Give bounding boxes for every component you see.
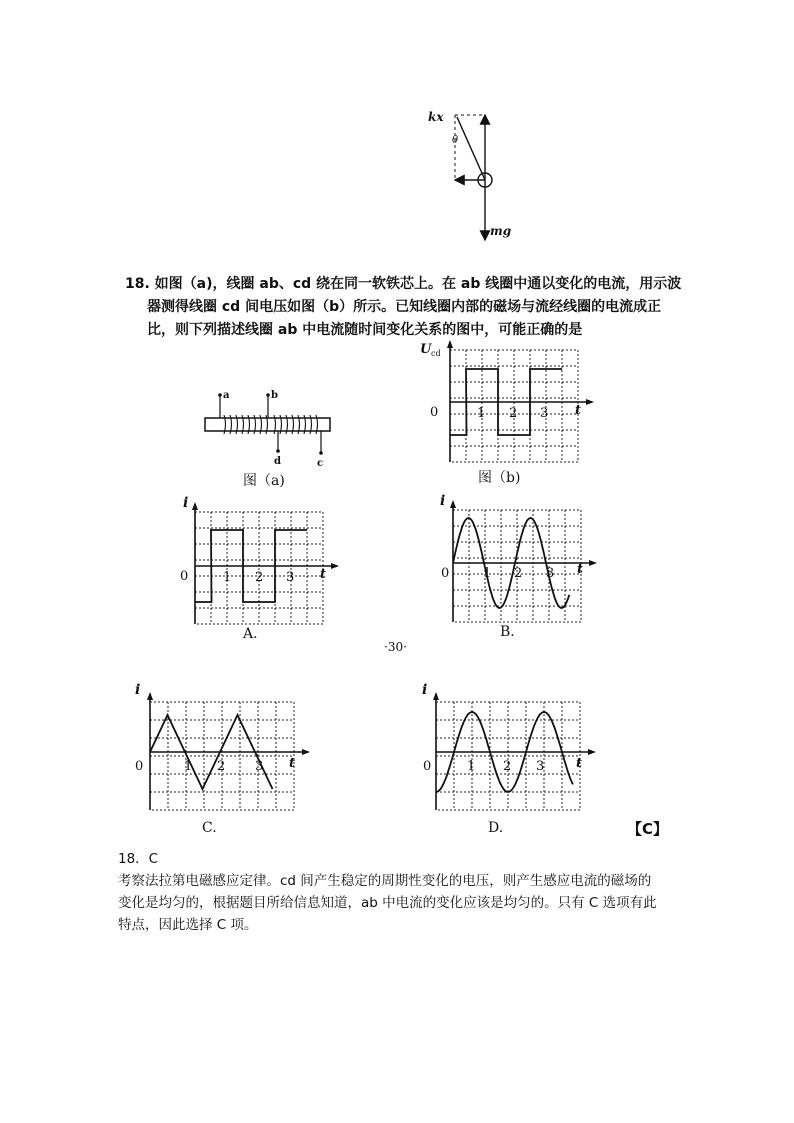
tick-3: 3 — [546, 566, 555, 581]
tick-1: 1 — [477, 406, 486, 421]
ylabel-i: i — [422, 682, 428, 698]
terminal-a: a — [223, 390, 230, 401]
figure-b-graph — [420, 335, 590, 465]
xlabel-t: t — [577, 562, 584, 577]
question-line: 比，则下列描述线圈 ab 中电流随时间变化关系的图中，可能正确的是 — [147, 322, 583, 338]
terminal-d: d — [274, 456, 281, 467]
origin-label: 0 — [180, 569, 189, 584]
question-line: 器测得线圈 cd 间电压如图（b）所示。已知线圈内部的磁场与流经线圈的电流成正 — [147, 299, 662, 315]
option-c-graph — [125, 672, 305, 822]
x-axis-arrow — [302, 749, 310, 755]
tick-3: 3 — [286, 570, 295, 585]
ylabel-i: i — [440, 493, 446, 509]
xlabel-t: t — [320, 567, 327, 582]
x-axis-arrow — [589, 560, 597, 566]
tick-1: 1 — [467, 759, 476, 774]
tick-3: 3 — [536, 759, 545, 774]
y-axis-arrow — [447, 340, 453, 348]
tick-1: 1 — [483, 566, 492, 581]
tick-2: 2 — [514, 566, 523, 581]
figure-b-caption: 图（b) — [478, 470, 521, 486]
origin-label: 0 — [430, 405, 439, 420]
x-axis-arrow — [586, 399, 594, 405]
ylabel-i: i — [135, 682, 141, 698]
y-axis-arrow — [192, 502, 198, 510]
question-line: 18. 如图（a)，线圈 ab、cd 绕在同一软铁芯上。在 ab 线圈中通以变化的电流，用示波 — [125, 276, 682, 292]
force-label-mg: mg — [490, 224, 512, 238]
answer-line: 特点，因此选择 C 项。 — [118, 917, 258, 933]
option-c-caption: C. — [202, 820, 217, 836]
terminal-c: c — [317, 458, 324, 469]
answer-heading: 18．C — [118, 851, 159, 867]
y-axis-arrow — [147, 692, 153, 700]
answer-explanation — [118, 848, 688, 936]
option-b-graph — [425, 490, 595, 630]
ylabel-u: U — [420, 342, 432, 357]
answer-line: 考察法拉第电磁感应定律。cd 间产生稳定的周期性变化的电压，则产生感应电流的磁场的 — [118, 873, 652, 889]
tick-2: 2 — [503, 759, 512, 774]
answer-line: 变化是均匀的，根据题目所给信息知道，ab 中电流的变化应该是均匀的。只有 C 选项有此 — [118, 895, 657, 911]
figure-a-caption: 图（a) — [243, 473, 285, 489]
force-label-kx: kx — [428, 110, 444, 124]
x-axis-arrow — [588, 749, 596, 755]
option-d-graph — [420, 672, 595, 822]
tick-2: 2 — [217, 759, 226, 774]
y-axis-arrow — [450, 500, 456, 508]
tick-3: 3 — [255, 759, 264, 774]
angle-label: θ — [452, 135, 459, 146]
xlabel-t: t — [576, 756, 583, 771]
ylabel-sub: cd — [431, 349, 441, 358]
option-a-graph — [170, 490, 340, 630]
tick-1: 1 — [184, 759, 193, 774]
page-number: ·30· — [384, 640, 407, 654]
tick-2: 2 — [255, 570, 264, 585]
xlabel-t: t — [289, 756, 296, 771]
ylabel-i: i — [183, 495, 189, 511]
force-diagram — [420, 105, 530, 250]
figure-a-coil — [200, 385, 340, 470]
answer-bracket: 【C】 — [627, 820, 669, 838]
tick-2: 2 — [509, 406, 518, 421]
x-axis-arrow — [331, 563, 339, 569]
terminal-b: b — [271, 390, 278, 401]
y-axis-arrow — [433, 692, 439, 700]
option-b-caption: B. — [500, 624, 515, 640]
origin-label: 0 — [423, 759, 432, 774]
xlabel-t: t — [575, 403, 582, 418]
option-d-caption: D. — [488, 820, 504, 836]
origin-label: 0 — [135, 759, 144, 774]
origin-label: 0 — [441, 566, 450, 581]
tick-1: 1 — [223, 570, 232, 585]
tick-3: 3 — [540, 406, 549, 421]
option-a-caption: A. — [243, 626, 258, 642]
question-text — [125, 273, 682, 342]
